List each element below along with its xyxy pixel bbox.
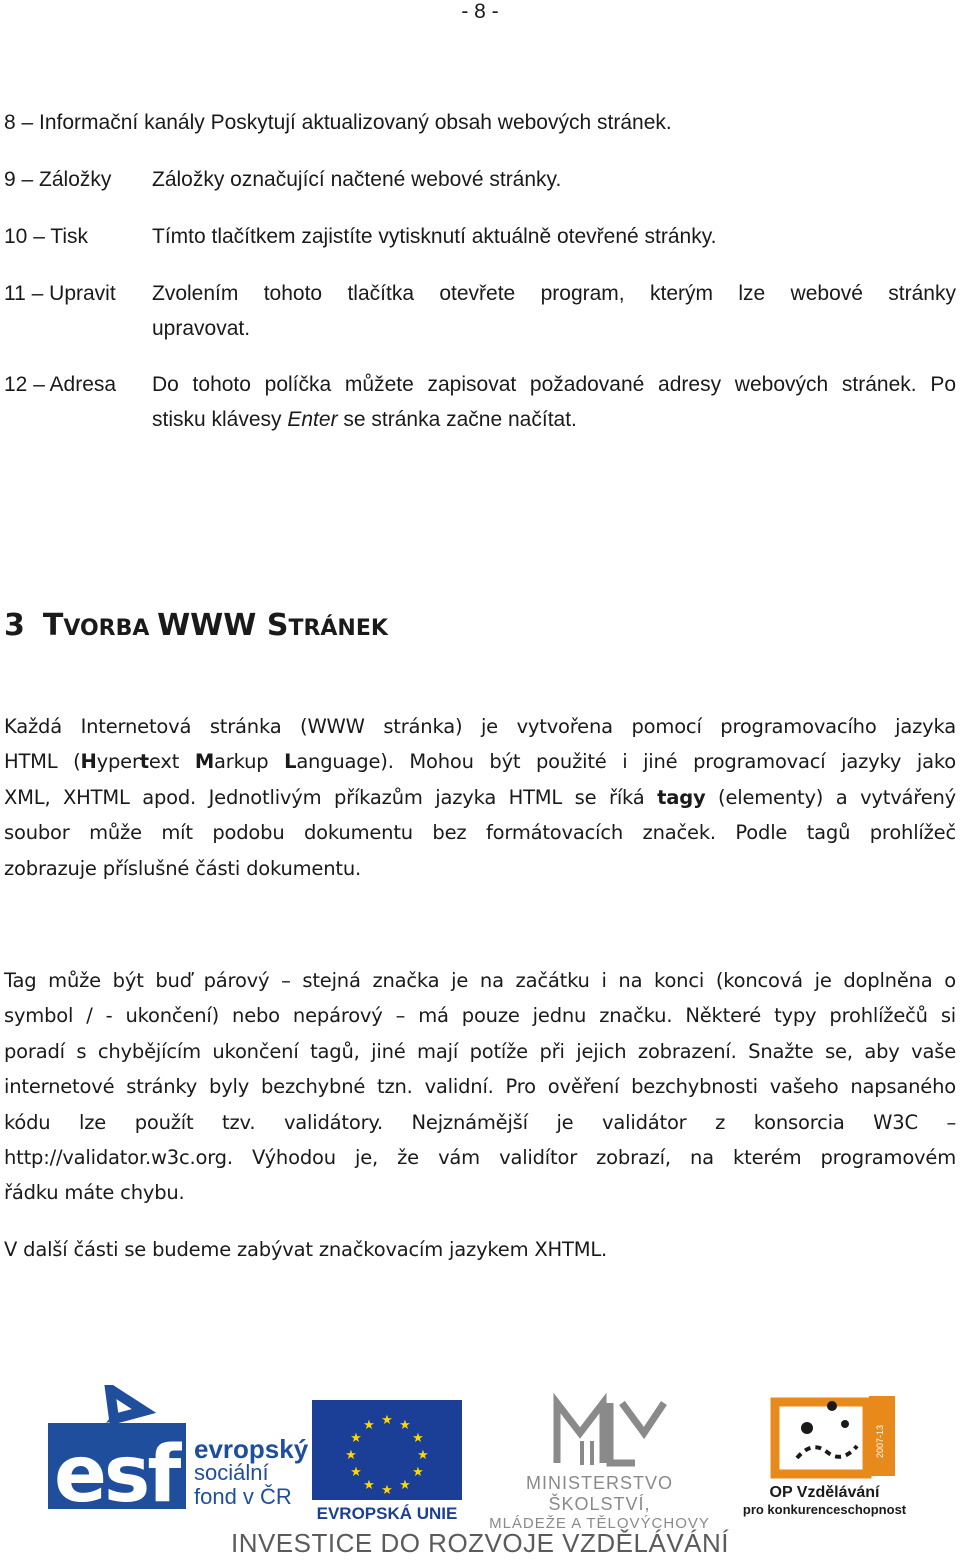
paragraph: Každá Internetová stránka (WWW stránka) je vytvořena pomocí programovacího jazyka HTML (Hypertext Markup Language). Mohou být použité i jiné programovací jazyky jako XML, XHTML apod. Jednotlivým příkazům jazyka HTML se říká tagy (elementy) a vytvářený soubor může mít podobu dokumentu bez formátovacích značek. Podle tagů prohlížeč zobrazuje příslušné části dokumentu. xyxy=(4,715,956,880)
paragraph: Tag může být buď párový – stejná značka je na začátku i na konci (koncová je doplněna o symbol / - ukončení) nebo nepárový – má pouze jednu značku. Některé typy prohlížečů si poradí s chybějícím ukončení tagů, jiné mají potíže při jejich zobrazení. Snažte se, aby vaše internetové stránky byly bezchybné tzn. validní. Pro ověření bezchybnosti vašeho napsaného kódu lze použít tzv. validátory. Nejznámější je validátor z konsorcia W3C – http://validator.w3c.org. Výhodou je, že vám validítor zobrazí, na kterém programovém řádku máte chybu. xyxy=(4,969,956,1205)
definition-desc: stisku klávesy Enter se stránka začne načítat. xyxy=(152,408,577,431)
svg-text:★: ★ xyxy=(381,1483,393,1498)
msmt-line1: MINISTERSTVO ŠKOLSTVÍ, xyxy=(525,1473,673,1514)
definition-desc: Do tohoto políčka můžete zapisovat požadované adresy webových stránek. Po xyxy=(152,373,956,396)
definition-desc: upravovat. xyxy=(152,317,251,340)
svg-text:2007-13: 2007-13 xyxy=(875,1424,885,1458)
op-line2: pro konkurenceschopnost xyxy=(742,1502,907,1517)
paragraph: V další části se budeme zabývat značkovacím jazykem XHTML. xyxy=(4,1238,608,1261)
esf-logo xyxy=(48,1385,309,1520)
svg-text:★: ★ xyxy=(417,1448,429,1463)
svg-text:★: ★ xyxy=(399,1478,411,1493)
eu-label: EVROPSKÁ UNIE xyxy=(316,1504,458,1523)
definition-desc: Zvolením tohoto tlačítka otevřete program, kterým lze webové stránky xyxy=(152,282,956,305)
definition-term: 9 – Záložky xyxy=(4,168,112,191)
definition-term: 12 – Adresa xyxy=(4,373,117,396)
definition-desc: Záložky označující načtené webové stránky. xyxy=(152,168,562,191)
msmt-line2: MLÁDEŽE A TĚLOVÝCHOVY xyxy=(489,1515,710,1532)
op-puzzle-icon xyxy=(737,1388,912,1483)
svg-text:★: ★ xyxy=(350,1465,362,1480)
definition-desc: Tímto tlačítkem zajistíte vytisknutí aktuálně otevřené stránky. xyxy=(152,225,717,248)
msmt-logo xyxy=(472,1393,727,1532)
msmt-mark-icon xyxy=(472,1393,727,1473)
section-heading: 3 TVORBA WWW STRÁNEK xyxy=(4,608,388,643)
svg-text:★: ★ xyxy=(412,1431,424,1446)
eu-flag-icon xyxy=(312,1400,462,1500)
op-line1: OP Vzdělávání xyxy=(769,1484,880,1501)
svg-text:★: ★ xyxy=(412,1465,424,1480)
op-logo xyxy=(737,1388,912,1526)
svg-text:★: ★ xyxy=(345,1448,357,1463)
definition-item xyxy=(4,105,956,140)
svg-text:★: ★ xyxy=(399,1418,411,1433)
definition-term: 10 – Tisk xyxy=(4,225,89,248)
svg-text:esf: esf xyxy=(54,1430,179,1520)
esf-line2: sociální xyxy=(194,1460,269,1485)
esf-line3: fond v ČR xyxy=(194,1484,292,1509)
footer-tagline: INVESTICE DO ROZVOJE VZDĚLÁVÁNÍ xyxy=(230,1528,730,1558)
page-number: - 8 - xyxy=(461,0,499,23)
eu-logo xyxy=(312,1400,462,1525)
svg-text:★: ★ xyxy=(350,1431,362,1446)
svg-text:★: ★ xyxy=(381,1413,393,1428)
definition-term: 11 – Upravit xyxy=(4,282,116,305)
definition-term: 8 – Informační kanály Poskytují aktualizovaný obsah webových stránek. xyxy=(4,111,672,134)
esf-line1: evropský xyxy=(194,1434,309,1464)
svg-text:★: ★ xyxy=(363,1418,375,1433)
svg-text:★: ★ xyxy=(363,1478,375,1493)
